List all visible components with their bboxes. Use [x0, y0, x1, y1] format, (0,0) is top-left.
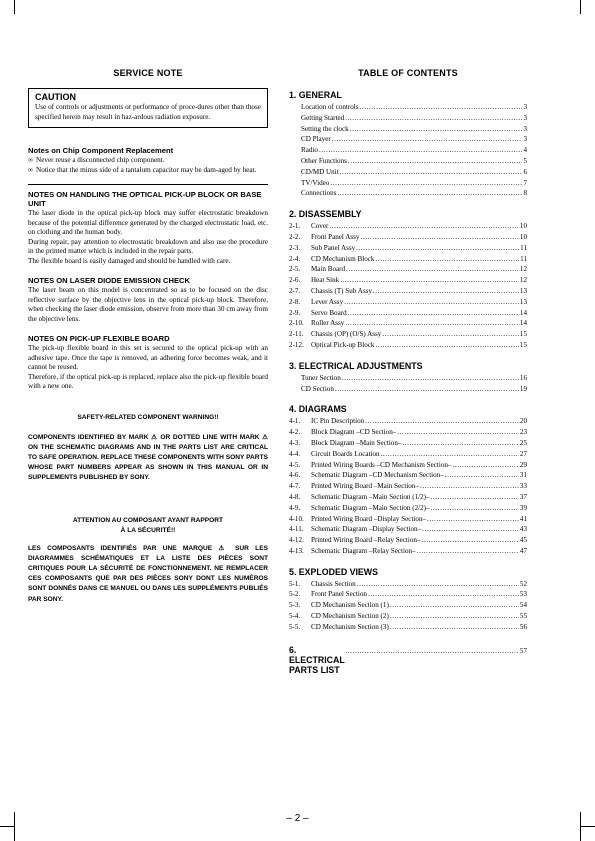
toc-list-diagrams — [289, 416, 527, 556]
leader-dots — [345, 113, 522, 124]
toc-entry-title: Connections — [301, 189, 337, 198]
toc-entry-title: Printed Wiring Board –Display Section– — [311, 514, 427, 523]
toc-entry[interactable] — [289, 167, 527, 178]
toc-list-exploded — [289, 579, 527, 633]
caution-text: Use of controls or adjustments or performance of proce-dures other than those specified herein may result in haz-ardous radiation exposure. — [35, 103, 261, 121]
toc-entry[interactable] — [289, 145, 527, 156]
toc-entry-number: 4-13. — [289, 546, 304, 555]
leader-dots — [431, 503, 519, 514]
toc-entry-number: 4-2. — [289, 428, 301, 437]
toc-entry[interactable] — [289, 254, 527, 265]
toc-entry-page: 39 — [519, 503, 527, 512]
toc-entry-page: 20 — [519, 417, 527, 426]
laser-notes-title: NOTES ON LASER DIODE EMISSION CHECK — [28, 276, 191, 285]
toc-entry-page: 5 — [523, 156, 527, 165]
toc-entry-title: Chassis Section — [311, 579, 356, 588]
leader-dots — [357, 579, 519, 590]
leader-dots — [417, 546, 519, 557]
toc-column — [289, 68, 527, 675]
toc-entry[interactable] — [289, 470, 527, 481]
toc-entry[interactable] — [289, 589, 527, 600]
toc-entry[interactable] — [289, 113, 527, 124]
toc-entry-title: Schematic Diagram –Relay Section– — [311, 546, 416, 555]
toc-entry-title: Optical Pick-up Block — [311, 340, 375, 349]
toc-entry-number: 5-1. — [289, 579, 301, 588]
toc-entry-page: 15 — [519, 330, 527, 339]
caution-title: CAUTION — [35, 92, 76, 102]
crop-mark-bottom-left-h — [0, 826, 14, 827]
leader-dots — [356, 243, 519, 254]
toc-entry-page: 10 — [519, 232, 527, 241]
crop-mark-bottom-right-h — [581, 826, 595, 827]
toc-entry-page: 29 — [519, 460, 527, 469]
toc-entry-title: Heat Sink — [311, 276, 340, 285]
toc-entry-title: Servo Board — [311, 308, 347, 317]
toc-entry[interactable] — [289, 416, 527, 427]
toc-entry-page: 47 — [519, 546, 527, 555]
toc-parts-title: 6. ELECTRICAL PARTS LIST — [289, 644, 345, 675]
optical-para-1: The laser diode in the optical pick-up block may suffer electrostatic breakdown because of the potential difference generated by the charged electrostatic load, etc. on clothing and the human body. — [28, 209, 268, 236]
leader-dots — [368, 589, 519, 600]
toc-entry-page: 27 — [519, 449, 527, 458]
toc-entry[interactable] — [289, 449, 527, 460]
toc-entry-number: 4-5. — [289, 460, 301, 469]
toc-entry-page: 13 — [519, 286, 527, 295]
toc-entry-title: Main Board — [311, 265, 346, 274]
toc-entry-title: Setting the clock — [301, 124, 349, 133]
leader-dots — [397, 427, 519, 438]
toc-entry[interactable] — [289, 124, 527, 135]
toc-entry-number: 4-10. — [289, 514, 304, 523]
toc-entry[interactable] — [289, 492, 527, 503]
toc-entry-title: Getting Started — [301, 113, 345, 122]
chip-note-2: ∞ Notice that the minus side of a tantalum capacitor may be dam-aged by heat. — [28, 165, 257, 174]
leader-dots — [390, 622, 519, 633]
leader-dots — [431, 492, 519, 503]
service-note-column — [28, 68, 268, 605]
chip-note-1: ∞ Never reuse a disconnected chip component. — [28, 156, 165, 164]
toc-section-general: 1. GENERAL — [289, 90, 342, 100]
safety-warning-text: COMPONENTS IDENTIFIED BY MARK ⚠ OR DOTTED LINE WITH MARK ⚠ ON THE SCHEMATIC DIAGRAMS AND IN THE PARTS LIST ARE CRITICAL TO SAFE OPERATION. REPLACE THESE COMPONENTS WITH SONY PARTS WHOSE PART NUMBERS APPEAR AS SHOWN IN THIS MANUAL OR IN SUPPLEMENTS PUBLISHED BY SONY. — [28, 433, 268, 482]
toc-entry[interactable] — [289, 102, 527, 113]
toc-entry[interactable] — [289, 427, 527, 438]
toc-entry-number: 2-4. — [289, 254, 301, 263]
leader-dots — [346, 647, 519, 655]
toc-entry-title: TV/Video — [301, 178, 330, 187]
toc-entry-number: 4-8. — [289, 492, 301, 501]
toc-entry-title: Block Diagram –Main Section– — [311, 438, 402, 447]
toc-entry-title: IC Pin Description — [311, 417, 365, 426]
leader-dots — [360, 102, 523, 113]
toc-entry[interactable] — [289, 340, 527, 351]
toc-entry[interactable] — [289, 384, 527, 395]
leader-dots — [346, 264, 519, 275]
optical-notes-title: NOTES ON HANDLING THE OPTICAL PICK-UP BLOCK OR BASE UNIT — [28, 190, 262, 208]
flexible-notes-title: NOTES ON PICK-UP FLEXIBLE BOARD — [28, 334, 170, 343]
leader-dots — [329, 221, 519, 232]
toc-entry-title: Printed Wiring Board –Main Section– — [311, 482, 419, 491]
toc-parts-page: 57 — [519, 646, 527, 655]
leader-dots — [345, 318, 519, 329]
toc-entry-page: 25 — [519, 438, 527, 447]
toc-entry-title: Cover — [311, 222, 329, 231]
toc-entry-title: Other Functions — [301, 156, 347, 165]
toc-entry-page: 37 — [519, 492, 527, 501]
toc-entry-page: 33 — [519, 482, 527, 491]
toc-entry[interactable] — [289, 438, 527, 449]
toc-entry-page: 55 — [519, 612, 527, 621]
toc-entry-page: 31 — [519, 471, 527, 480]
leader-dots — [427, 514, 519, 525]
toc-entry-number: 5-5. — [289, 622, 301, 631]
toc-entry-number: 2-12. — [289, 340, 304, 349]
divider — [28, 184, 268, 185]
leader-dots — [330, 178, 522, 189]
toc-entry-number: 2-1. — [289, 222, 301, 231]
optical-para-2: During repair, pay attention to electrostatic breakdown and also use the procedure in the printed matter which is included in the repair parts. — [28, 237, 268, 255]
toc-entry-page: 54 — [519, 601, 527, 610]
toc-entry[interactable] — [289, 622, 527, 633]
toc-entry[interactable] — [289, 178, 527, 189]
toc-entry-title: CD/MD Unit — [301, 167, 339, 176]
toc-entry-number: 2-7. — [289, 286, 301, 295]
toc-entry-title: Front Panel Assy — [311, 232, 360, 241]
leader-dots — [319, 145, 523, 156]
leader-dots — [360, 232, 518, 243]
toc-entry-title: Printed Wiring Board –Relay Section– — [311, 536, 421, 545]
toc-entry-page: 10 — [519, 222, 527, 231]
toc-entry-page: 15 — [519, 340, 527, 349]
toc-entry[interactable] — [289, 275, 527, 286]
toc-entry-title: Schematic Diagram –Main Section (2/2)– — [311, 503, 430, 512]
toc-list-disassembly — [289, 221, 527, 351]
toc-entry-title: Schematic Diagram –Main Section (1/2)– — [311, 492, 430, 501]
safety-warning-title: SAFETY-RELATED COMPONENT WARNING!! — [77, 413, 219, 421]
toc-list-electrical — [289, 373, 527, 395]
toc-entry-page: 11 — [520, 254, 527, 263]
leader-dots — [381, 449, 519, 460]
toc-entry-title: Printed Wiring Boards –CD Mechanism Section– — [311, 460, 452, 469]
toc-entry[interactable] — [289, 232, 527, 243]
toc-entry[interactable] — [289, 611, 527, 622]
toc-entry[interactable] — [289, 188, 527, 199]
toc-entry[interactable] — [289, 221, 527, 232]
toc-entry-number: 2-11. — [289, 330, 304, 339]
toc-entry-page: 3 — [523, 113, 527, 122]
toc-entry-page: 6 — [523, 167, 527, 176]
flexible-para-2: Therefore, if the optical pick-up is replaced, replace also the pick-up flexible board with a new one. — [28, 372, 268, 390]
toc-entry-number: 4-7. — [289, 482, 301, 491]
bullet-icon: ∞ — [28, 156, 34, 164]
toc-entry-title: Roller Assy — [311, 319, 345, 328]
toc-entry-number: 2-3. — [289, 243, 301, 252]
leader-dots — [332, 134, 523, 145]
toc-entry-page: 3 — [523, 103, 527, 111]
toc-entry-page: 56 — [519, 622, 527, 631]
toc-entry-number: 5-3. — [289, 601, 301, 610]
toc-entry-page: 19 — [519, 384, 527, 393]
toc-entry-title: Lever Assy — [311, 297, 344, 306]
toc-entry-page: 3 — [523, 135, 527, 144]
toc-entry-title: Chassis (T) Sub Assy — [311, 286, 372, 295]
leader-dots — [390, 611, 519, 622]
toc-entry[interactable] — [289, 579, 527, 590]
toc-entry-page: 45 — [519, 536, 527, 545]
toc-section-diagrams: 4. DIAGRAMS — [289, 404, 347, 415]
toc-entry[interactable] — [289, 503, 527, 514]
toc-entry-number: 2-2. — [289, 232, 301, 241]
leader-dots — [373, 286, 519, 297]
toc-entry-page: 12 — [519, 276, 527, 285]
attention-title: ATTENTION AU COMPOSANT AYANT RAPPORT À LA SÉCURITÉ!! — [72, 516, 224, 534]
toc-entry-title: CD Mechanism Section (1) — [311, 601, 389, 610]
leader-dots — [350, 124, 523, 135]
toc-entry-number: 2-10. — [289, 319, 304, 328]
toc-entry[interactable] — [289, 264, 527, 275]
toc-section-exploded: 5. EXPLODED VIEWS — [289, 566, 378, 577]
leader-dots — [422, 524, 519, 535]
toc-entry-page: 4 — [523, 146, 527, 155]
toc-entry[interactable] — [289, 243, 527, 254]
toc-entry[interactable] — [289, 318, 527, 329]
leader-dots — [375, 254, 519, 265]
toc-entry[interactable] — [289, 134, 527, 145]
toc-entry-number: 2-5. — [289, 265, 301, 274]
toc-entry-title: CD Section — [301, 384, 334, 393]
toc-entry[interactable] — [289, 308, 527, 319]
leader-dots — [375, 340, 518, 351]
toc-entry-title: Sub Panel Assy — [311, 243, 356, 252]
toc-entry-page: 7 — [523, 178, 527, 187]
leader-dots — [340, 275, 519, 286]
toc-entry-number: 4-4. — [289, 449, 301, 458]
toc-entry[interactable] — [289, 297, 527, 308]
caution-box — [28, 88, 268, 128]
toc-entry-page: 8 — [523, 189, 527, 198]
leader-dots — [340, 167, 523, 178]
toc-entry-title: Tuner Section — [301, 373, 341, 382]
toc-entry-number: 2-8. — [289, 297, 301, 306]
toc-entry-page: 53 — [519, 590, 527, 599]
toc-entry-number: 4-6. — [289, 471, 301, 480]
flexible-para-1: The pick-up flexible board in this set is secured to the optical pick-up with an adhesive tape. Once the tape is removed, an adhering force becomes weak, and it cannot be reused. — [28, 344, 268, 371]
leader-dots — [382, 329, 519, 340]
toc-entry-number: 5-4. — [289, 612, 301, 621]
toc-entry-page: 3 — [523, 124, 527, 133]
toc-entry-title: CD Mechanism Section (2) — [311, 612, 389, 621]
toc-section-disassembly: 2. DISASSEMBLY — [289, 209, 362, 220]
toc-heading: TABLE OF CONTENTS — [358, 68, 458, 78]
toc-section-electrical: 3. ELECTRICAL ADJUSTMENTS — [289, 360, 423, 371]
toc-entry-title: CD Player — [301, 135, 331, 144]
leader-dots — [348, 308, 519, 319]
toc-entry-title: Location of controls — [301, 103, 359, 111]
toc-entry-number: 4-1. — [289, 417, 301, 426]
toc-entry-parts-list[interactable] — [289, 645, 527, 675]
toc-entry-title: CD Mechanism Section (3) — [311, 622, 389, 631]
toc-entry-title: Radio — [301, 146, 318, 155]
toc-entry-number: 5-2. — [289, 590, 301, 599]
toc-entry-page: 43 — [519, 525, 527, 534]
chip-notes-title: Notes on Chip Component Replacement — [28, 146, 174, 155]
leader-dots — [335, 384, 519, 395]
toc-entry-page: 16 — [519, 373, 527, 382]
bullet-icon: ∞ — [28, 165, 34, 174]
toc-entry-page: 41 — [519, 514, 527, 523]
toc-entry-page: 12 — [519, 265, 527, 274]
toc-entry-number: 4-9. — [289, 503, 301, 512]
toc-entry-page: 11 — [520, 243, 527, 252]
leader-dots — [402, 438, 518, 449]
leader-dots — [420, 481, 519, 492]
optical-para-3: The flexible board is easily damaged and should be handled with care. — [28, 256, 231, 265]
toc-entry-title: Front Panel Section — [311, 590, 367, 599]
leader-dots — [365, 416, 519, 427]
toc-entry[interactable] — [289, 524, 527, 535]
attention-text: LES COMPOSANTS IDENTIFIÉS PAR UNE MARQUE ⚠ SUR LES DIAGRAMMES SCHÉMATIQUES ET LA LISTE DES PIÈCES SONT CRITIQUES POUR LA SÉCURITÉ DE FONCTIONNEMENT. NE REMPLACER CES COMPOSANTS QUE PAR DES PIÈCES SONY DONT LES NUMÉROS SONT DONNÉS DANS CE MANUEL OU DANS LES SUPPLÉMENTS PUBLIÉS PAR SONY. — [28, 544, 268, 603]
toc-entry-number: 4-11. — [289, 525, 304, 534]
toc-entry[interactable] — [289, 546, 527, 557]
toc-entry-title: Circuit Boards Location — [311, 449, 380, 458]
toc-entry[interactable] — [289, 329, 527, 340]
leader-dots — [390, 600, 519, 611]
toc-entry-page: 23 — [519, 428, 527, 437]
toc-entry[interactable] — [289, 600, 527, 611]
leader-dots — [342, 373, 519, 384]
service-note-heading: SERVICE NOTE — [113, 68, 183, 78]
crop-mark-top-right — [580, 0, 581, 14]
toc-entry-title: Block Diagram –CD Section– — [311, 428, 397, 437]
toc-entry[interactable] — [289, 156, 527, 167]
toc-entry-title: Chassis (OP) (O/S) Assy — [311, 330, 382, 339]
toc-entry-page: 14 — [519, 308, 527, 317]
toc-entry-page: 13 — [519, 297, 527, 306]
leader-dots — [337, 188, 522, 199]
leader-dots — [445, 470, 519, 481]
leader-dots — [348, 156, 523, 167]
crop-mark-top-left — [14, 0, 15, 14]
toc-entry[interactable] — [289, 481, 527, 492]
toc-entry[interactable] — [289, 514, 527, 525]
toc-entry[interactable] — [289, 286, 527, 297]
toc-entry-number: 2-9. — [289, 308, 301, 317]
toc-entry-page: 52 — [519, 579, 527, 588]
toc-entry-number: 4-12. — [289, 536, 304, 545]
toc-entry[interactable] — [289, 535, 527, 546]
toc-entry-number: 4-3. — [289, 438, 301, 447]
toc-entry[interactable] — [289, 460, 527, 471]
page-number: – 2 – — [286, 813, 309, 824]
laser-text: The laser beam on this model is concentrated so as to be focused on the disc reflective surface by the objective lens in the optical pick-up block. Therefore, when checking the laser diode emission, observe from more than 30 cm away from the objective lens. — [28, 286, 268, 323]
toc-entry[interactable] — [289, 373, 527, 384]
toc-entry-number: 2-6. — [289, 276, 301, 285]
toc-entry-title: Schematic Diagram –CD Mechanism Section– — [311, 471, 444, 480]
leader-dots — [344, 297, 519, 308]
leader-dots — [452, 460, 518, 471]
toc-entry-title: Schematic Diagram –Display Section– — [311, 525, 422, 534]
toc-entry-page: 14 — [519, 319, 527, 328]
toc-entry-title: CD Mechanism Block — [311, 254, 375, 263]
toc-list-general — [289, 102, 527, 199]
leader-dots — [422, 535, 519, 546]
